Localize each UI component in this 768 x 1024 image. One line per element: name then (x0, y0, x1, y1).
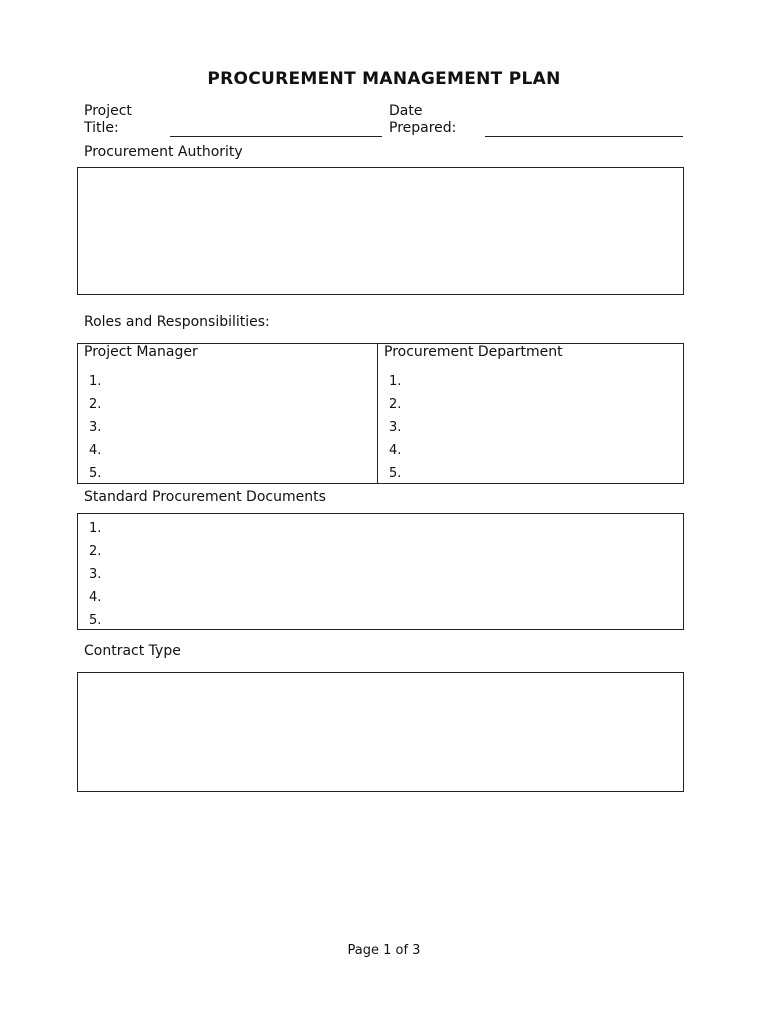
date-prepared-label (389, 103, 456, 137)
project-manager-list (89, 373, 101, 488)
list-item: 4. (89, 590, 102, 605)
procurement-authority-box[interactable] (77, 167, 684, 295)
project-title-label-line2: Title: (84, 120, 119, 136)
roles-column-procurement-department[interactable] (377, 344, 683, 483)
contract-type-heading: Contract Type (84, 643, 181, 659)
standard-documents-list (89, 520, 101, 635)
list-item: 2. (389, 397, 402, 412)
procurement-department-list (389, 373, 401, 488)
list-item: 4. (89, 443, 102, 458)
list-item: 3. (389, 420, 402, 435)
list-item: 5. (389, 466, 402, 481)
contract-type-box[interactable] (77, 672, 684, 792)
project-title-label-line1: Project (84, 103, 132, 119)
date-prepared-label-line2: Prepared: (389, 120, 457, 136)
list-item: 3. (89, 420, 102, 435)
date-prepared-field[interactable] (485, 136, 683, 137)
standard-documents-heading: Standard Procurement Documents (84, 489, 326, 505)
list-item: 3. (89, 567, 102, 582)
date-prepared-label-line1: Date (389, 103, 423, 119)
page-number: Page 1 of 3 (347, 943, 421, 958)
procurement-authority-heading: Procurement Authority (84, 144, 243, 160)
project-manager-column-title: Project Manager (84, 344, 198, 360)
list-item: 2. (89, 397, 102, 412)
document-title: PROCUREMENT MANAGEMENT PLAN (207, 69, 561, 89)
list-item: 5. (89, 613, 102, 628)
procurement-department-column-title: Procurement Department (384, 344, 563, 360)
list-item: 4. (389, 443, 402, 458)
list-item: 1. (89, 374, 102, 389)
roles-table (77, 343, 684, 484)
roles-heading: Roles and Responsibilities: (84, 314, 270, 330)
list-item: 5. (89, 466, 102, 481)
list-item: 2. (89, 544, 102, 559)
project-title-label (84, 103, 132, 137)
list-item: 1. (389, 374, 402, 389)
roles-column-project-manager[interactable] (78, 344, 377, 483)
list-item: 1. (89, 521, 102, 536)
standard-documents-box[interactable] (77, 513, 684, 630)
project-title-field[interactable] (170, 136, 382, 137)
